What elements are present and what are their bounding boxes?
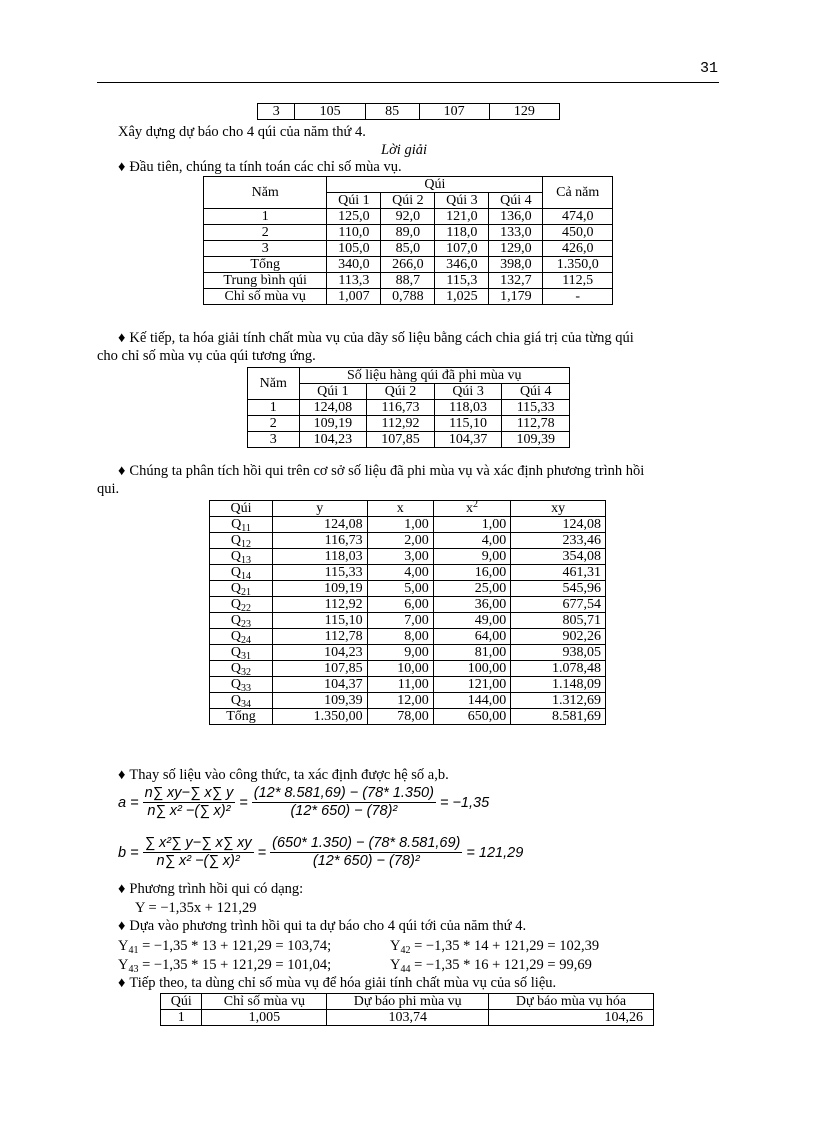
table-cell: 124,08 — [511, 517, 606, 533]
table-row — [204, 209, 613, 225]
table-cell — [210, 549, 273, 565]
table-cell: 115,33 — [502, 400, 570, 416]
subscript: 13 — [241, 554, 252, 566]
table-cell: 1.312,69 — [511, 693, 606, 709]
table-cell: 398,0 — [489, 257, 543, 273]
table-cell: 124,08 — [272, 517, 367, 533]
formula-b — [118, 835, 523, 870]
table-cell: 233,46 — [511, 533, 606, 549]
subscript: 24 — [241, 634, 252, 646]
table-cell — [210, 693, 273, 709]
table-cell: 64,00 — [433, 629, 511, 645]
subscript: 21 — [241, 586, 252, 598]
table-cell: 121,00 — [433, 677, 511, 693]
column-header-quarter: Qúi — [327, 177, 543, 193]
table-cell: 109,19 — [299, 416, 367, 432]
bullet-icon: ♦ — [118, 159, 126, 175]
quarter-label: Q — [230, 532, 242, 548]
table-cell: 677,54 — [511, 597, 606, 613]
subscript: 43 — [128, 964, 139, 975]
table-cell: - — [543, 289, 613, 305]
forecast-value: = −1,35 * 13 + 121,29 = 103,74; — [142, 938, 332, 954]
table-cell: 12,00 — [367, 693, 433, 709]
bullet-icon: ♦ — [118, 767, 126, 783]
formula-lhs: b = — [118, 844, 139, 861]
table-cell: 266,0 — [381, 257, 435, 273]
formula-result: = −1,35 — [439, 794, 490, 811]
table-cell: 118,0 — [435, 225, 489, 241]
step-4 — [118, 767, 449, 783]
table-cell: 3 — [258, 104, 295, 120]
table-cell: 0,788 — [381, 289, 435, 305]
quarter-label: Q — [230, 580, 242, 596]
column-header-seasonalized-forecast: Dự báo mùa vụ hóa — [489, 994, 654, 1010]
step-4-text: Thay số liệu vào công thức, ta xác định được hệ số a,b. — [129, 767, 449, 783]
column-header-x-squared-base: x — [466, 500, 474, 516]
quarter-label: Q — [230, 564, 242, 580]
table-cell: 104,37 — [272, 677, 367, 693]
table-cell: 4,00 — [367, 565, 433, 581]
table-cell: 1,007 — [327, 289, 381, 305]
step-7-text: Tiếp theo, ta dùng chỉ số mùa vụ để hóa giải tính chất mùa vụ của số liệu. — [129, 975, 557, 991]
table-cell: 136,0 — [489, 209, 543, 225]
quarter-label: Q — [230, 612, 242, 628]
table-cell: 8,00 — [367, 629, 433, 645]
table-cell — [210, 613, 273, 629]
table-cell: 81,00 — [433, 645, 511, 661]
subscript: 23 — [241, 618, 252, 630]
equals-sign: = — [257, 844, 267, 861]
table-cell: 116,73 — [272, 533, 367, 549]
bullet-icon: ♦ — [118, 975, 126, 991]
column-header-x: x — [367, 501, 433, 517]
superscript: 2 — [473, 498, 479, 510]
bullet-icon: ♦ — [118, 918, 126, 934]
table-cell: 129,0 — [489, 241, 543, 257]
table-cell: 104,37 — [434, 432, 502, 448]
table-cell: 112,92 — [272, 597, 367, 613]
table-cell: 144,00 — [433, 693, 511, 709]
table-cell: 107,85 — [367, 432, 435, 448]
subscript: 11 — [241, 522, 251, 534]
table-cell: 902,26 — [511, 629, 606, 645]
table-cell: 113,3 — [327, 273, 381, 289]
regression-table — [209, 500, 606, 725]
table-cell: 2,00 — [367, 533, 433, 549]
column-header-quarter: Qúi — [210, 501, 273, 517]
table-cell: 132,7 — [489, 273, 543, 289]
table-cell: 11,00 — [367, 677, 433, 693]
y-letter: Y — [118, 957, 129, 973]
subscript: 42 — [400, 945, 411, 956]
column-header-q3: Qúi 3 — [435, 193, 489, 209]
step-2-line-2: cho chỉ số mùa vụ của qúi tương ứng. — [97, 348, 316, 364]
table-cell: 112,78 — [502, 416, 570, 432]
table-cell: 2 — [248, 416, 300, 432]
header-rule — [97, 82, 719, 83]
column-header-q4: Qúi 4 — [502, 384, 570, 400]
quarter-label: Q — [230, 644, 242, 660]
table-cell: 9,00 — [367, 645, 433, 661]
step-3-line-1 — [118, 463, 644, 479]
denominator: n∑ x² −(∑ x)² — [156, 853, 240, 869]
table-cell: 16,00 — [433, 565, 511, 581]
table-row — [210, 549, 606, 565]
table-cell: 105 — [295, 104, 365, 120]
table-row — [204, 225, 613, 241]
table-cell: 121,0 — [435, 209, 489, 225]
table-cell: 805,71 — [511, 613, 606, 629]
column-header-q3: Qúi 3 — [434, 384, 502, 400]
table-cell — [210, 629, 273, 645]
fraction-general — [143, 785, 236, 820]
fraction-numeric — [270, 835, 462, 870]
table-cell: 1,025 — [435, 289, 489, 305]
subscript: 44 — [400, 964, 411, 975]
subscript: 34 — [241, 698, 252, 710]
table-row — [210, 629, 606, 645]
quarter-label: Q — [230, 548, 242, 564]
subscript: 14 — [241, 570, 252, 582]
table-row — [210, 581, 606, 597]
forecast-y43 — [118, 957, 331, 973]
table-cell: Trung bình qúi — [204, 273, 327, 289]
table-cell: 115,3 — [435, 273, 489, 289]
table-row — [161, 1010, 654, 1026]
equals-sign: = — [239, 794, 248, 811]
table-cell: 1,179 — [489, 289, 543, 305]
table-cell: Chỉ số mùa vụ — [204, 289, 327, 305]
table-cell: Tổng — [210, 709, 273, 725]
step-5 — [118, 881, 303, 897]
table-cell: 7,00 — [367, 613, 433, 629]
table-row — [210, 661, 606, 677]
column-header-q2: Qúi 2 — [381, 193, 435, 209]
table-row — [204, 289, 613, 305]
table-cell: 104,26 — [489, 1010, 654, 1026]
bullet-icon: ♦ — [118, 881, 126, 897]
subscript: 41 — [128, 945, 139, 956]
quarter-label: Q — [230, 676, 242, 692]
table-cell — [210, 661, 273, 677]
fraction-general — [143, 835, 254, 870]
table-cell: 88,7 — [381, 273, 435, 289]
denominator: (12* 650) − (78)² — [312, 853, 420, 869]
solution-title: Lời giải — [381, 142, 428, 158]
table-cell: 3,00 — [367, 549, 433, 565]
step-1-text: Đầu tiên, chúng ta tính toán các chỉ số mùa vụ. — [129, 159, 402, 175]
numerator: ∑ x²∑ y−∑ x∑ xy — [144, 835, 252, 851]
table-cell: 129 — [489, 104, 559, 120]
column-header-quarter: Qúi — [161, 994, 202, 1010]
table-cell: 105,0 — [327, 241, 381, 257]
table-cell: 6,00 — [367, 597, 433, 613]
column-header-year: Năm — [248, 368, 300, 400]
column-header-q1: Qúi 1 — [299, 384, 367, 400]
y-letter: Y — [390, 938, 401, 954]
step-7 — [118, 975, 556, 991]
table-cell: Tổng — [204, 257, 327, 273]
table-cell: 89,0 — [381, 225, 435, 241]
table-cell: 125,0 — [327, 209, 381, 225]
table-row — [210, 533, 606, 549]
seasonalized-forecast-table — [160, 993, 654, 1026]
table-row — [204, 273, 613, 289]
forecast-y44 — [390, 957, 592, 973]
table-cell: 1,00 — [367, 517, 433, 533]
subscript: 32 — [241, 666, 252, 678]
table-row — [204, 241, 613, 257]
data-table-continued — [257, 103, 560, 120]
column-header-q2: Qúi 2 — [367, 384, 435, 400]
table-cell: 426,0 — [543, 241, 613, 257]
quarter-label: Q — [230, 692, 242, 708]
formula-lhs: a = — [118, 794, 139, 811]
formula-result: = 121,29 — [466, 844, 524, 861]
column-header-title: Số liệu hàng qúi đã phi mùa vụ — [299, 368, 569, 384]
table-cell: 112,92 — [367, 416, 435, 432]
y-letter: Y — [390, 957, 401, 973]
column-header-y: y — [272, 501, 367, 517]
bullet-icon: ♦ — [118, 463, 126, 479]
table-cell: 1.350,0 — [543, 257, 613, 273]
bullet-icon: ♦ — [118, 330, 126, 346]
table-cell: 92,0 — [381, 209, 435, 225]
column-header-seasonal-index: Chỉ số mùa vụ — [202, 994, 327, 1010]
regression-equation: Y = −1,35x + 121,29 — [135, 900, 257, 916]
forecast-value: = −1,35 * 15 + 121,29 = 101,04; — [142, 957, 332, 973]
y-letter: Y — [118, 938, 129, 954]
table-cell: 115,10 — [434, 416, 502, 432]
table-cell: 109,39 — [272, 693, 367, 709]
table-cell: 103,74 — [327, 1010, 489, 1026]
step-2-line-1 — [118, 330, 634, 346]
table-cell: 545,96 — [511, 581, 606, 597]
table-row — [210, 613, 606, 629]
subscript: 31 — [241, 650, 252, 662]
table-row — [210, 565, 606, 581]
table-cell: 8.581,69 — [511, 709, 606, 725]
column-header-deseasonalized-forecast: Dự báo phi mùa vụ — [327, 994, 489, 1010]
table-cell: 124,08 — [299, 400, 367, 416]
page-number: 31 — [699, 60, 718, 77]
table-cell: 2 — [204, 225, 327, 241]
table-cell: 354,08 — [511, 549, 606, 565]
table-cell: 938,05 — [511, 645, 606, 661]
step-5-text: Phương trình hồi qui có dạng: — [129, 881, 304, 897]
fraction-numeric — [252, 785, 436, 820]
table-cell: 107,85 — [272, 661, 367, 677]
quarter-label: Q — [230, 660, 242, 676]
table-row — [210, 597, 606, 613]
table-cell: 109,19 — [272, 581, 367, 597]
table-row — [210, 517, 606, 533]
quarter-label: Q — [230, 596, 242, 612]
table-cell: 78,00 — [367, 709, 433, 725]
quarter-label: Q — [231, 516, 242, 532]
table-cell: 85,0 — [381, 241, 435, 257]
table-cell: 107 — [419, 104, 489, 120]
column-header-x-squared — [433, 498, 511, 517]
table-cell: 112,5 — [543, 273, 613, 289]
table-cell: 115,33 — [272, 565, 367, 581]
table-cell: 346,0 — [435, 257, 489, 273]
table-cell: 650,00 — [433, 709, 511, 725]
table-cell: 450,0 — [543, 225, 613, 241]
table-cell: 461,31 — [511, 565, 606, 581]
task-text: Xây dựng dự báo cho 4 qúi của năm thứ 4. — [118, 124, 366, 140]
table-cell: 85 — [365, 104, 419, 120]
table-row — [210, 693, 606, 709]
table-row — [210, 677, 606, 693]
denominator: n∑ x² −(∑ x)² — [147, 803, 231, 819]
table-cell: 133,0 — [489, 225, 543, 241]
table-cell: 5,00 — [367, 581, 433, 597]
table-cell: 10,00 — [367, 661, 433, 677]
table-row — [210, 645, 606, 661]
subscript: 12 — [241, 538, 252, 550]
forecast-value: = −1,35 * 14 + 121,29 = 102,39 — [414, 938, 600, 954]
table-cell: 112,78 — [272, 629, 367, 645]
table-cell: 118,03 — [434, 400, 502, 416]
numerator: n∑ xy−∑ x∑ y — [144, 785, 234, 801]
step-3-text: Chúng ta phân tích hồi qui trên cơ sở số liệu đã phi mùa vụ và xác định phương trình hồi — [129, 463, 645, 479]
table-row — [248, 400, 570, 416]
denominator: (12* 650) − (78)² — [290, 803, 398, 819]
table-cell: 109,39 — [502, 432, 570, 448]
table-cell: 118,03 — [272, 549, 367, 565]
forecast-y41 — [118, 938, 331, 954]
numerator: (650* 1.350) − (78* 8.581,69) — [272, 835, 461, 851]
table-cell: 107,0 — [435, 241, 489, 257]
table-cell: 1.148,09 — [511, 677, 606, 693]
table-cell: 49,00 — [433, 613, 511, 629]
step-3-line-2: qui. — [97, 481, 120, 497]
column-header-year: Năm — [204, 177, 327, 209]
table-cell: 36,00 — [433, 597, 511, 613]
table-cell: 1 — [161, 1010, 202, 1026]
table-cell: 1,005 — [202, 1010, 327, 1026]
column-header-q4: Qúi 4 — [489, 193, 543, 209]
table-cell — [210, 645, 273, 661]
subscript: 22 — [241, 602, 252, 614]
table-cell: 1.078,48 — [511, 661, 606, 677]
table-cell: 1,00 — [433, 517, 511, 533]
table-cell: 25,00 — [433, 581, 511, 597]
table-cell: 1 — [204, 209, 327, 225]
table-cell — [210, 597, 273, 613]
table-cell: 110,0 — [327, 225, 381, 241]
table-cell: 104,23 — [272, 645, 367, 661]
table-cell: 9,00 — [433, 549, 511, 565]
table-cell — [210, 565, 273, 581]
table-cell — [210, 533, 273, 549]
table-cell: 100,00 — [433, 661, 511, 677]
subscript: 33 — [241, 682, 252, 694]
table-cell — [210, 677, 273, 693]
table-row — [204, 257, 613, 273]
formula-a — [118, 785, 489, 820]
deseasonalized-table — [247, 367, 570, 448]
table-cell: 474,0 — [543, 209, 613, 225]
table-total-row — [210, 709, 606, 725]
column-header-year-total: Cả năm — [543, 177, 613, 209]
table-cell: 1.350,00 — [272, 709, 367, 725]
table-cell — [210, 581, 273, 597]
table-cell: 116,73 — [367, 400, 435, 416]
table-cell: 115,10 — [272, 613, 367, 629]
seasonal-index-table — [203, 176, 613, 305]
step-1 — [118, 159, 402, 175]
step-2-text: Kế tiếp, ta hóa giải tính chất mùa vụ của dãy số liệu bằng cách chia giá trị của từng qúi — [129, 330, 634, 346]
table-cell: 4,00 — [433, 533, 511, 549]
column-header-xy: xy — [511, 501, 606, 517]
step-6-text: Dựa vào phương trình hồi qui ta dự báo cho 4 qúi tới của năm thứ 4. — [129, 918, 527, 934]
table-row — [248, 416, 570, 432]
table-cell: 340,0 — [327, 257, 381, 273]
table-row — [248, 432, 570, 448]
forecast-value: = −1,35 * 16 + 121,29 = 99,69 — [414, 957, 592, 973]
table-cell: 3 — [248, 432, 300, 448]
table-cell — [210, 517, 273, 533]
step-6 — [118, 918, 526, 934]
table-cell: 104,23 — [299, 432, 367, 448]
forecast-y42 — [390, 938, 599, 954]
table-cell: 3 — [204, 241, 327, 257]
table-cell: 1 — [248, 400, 300, 416]
quarter-label: Q — [230, 628, 242, 644]
numerator: (12* 8.581,69) − (78* 1.350) — [253, 785, 434, 801]
column-header-q1: Qúi 1 — [327, 193, 381, 209]
